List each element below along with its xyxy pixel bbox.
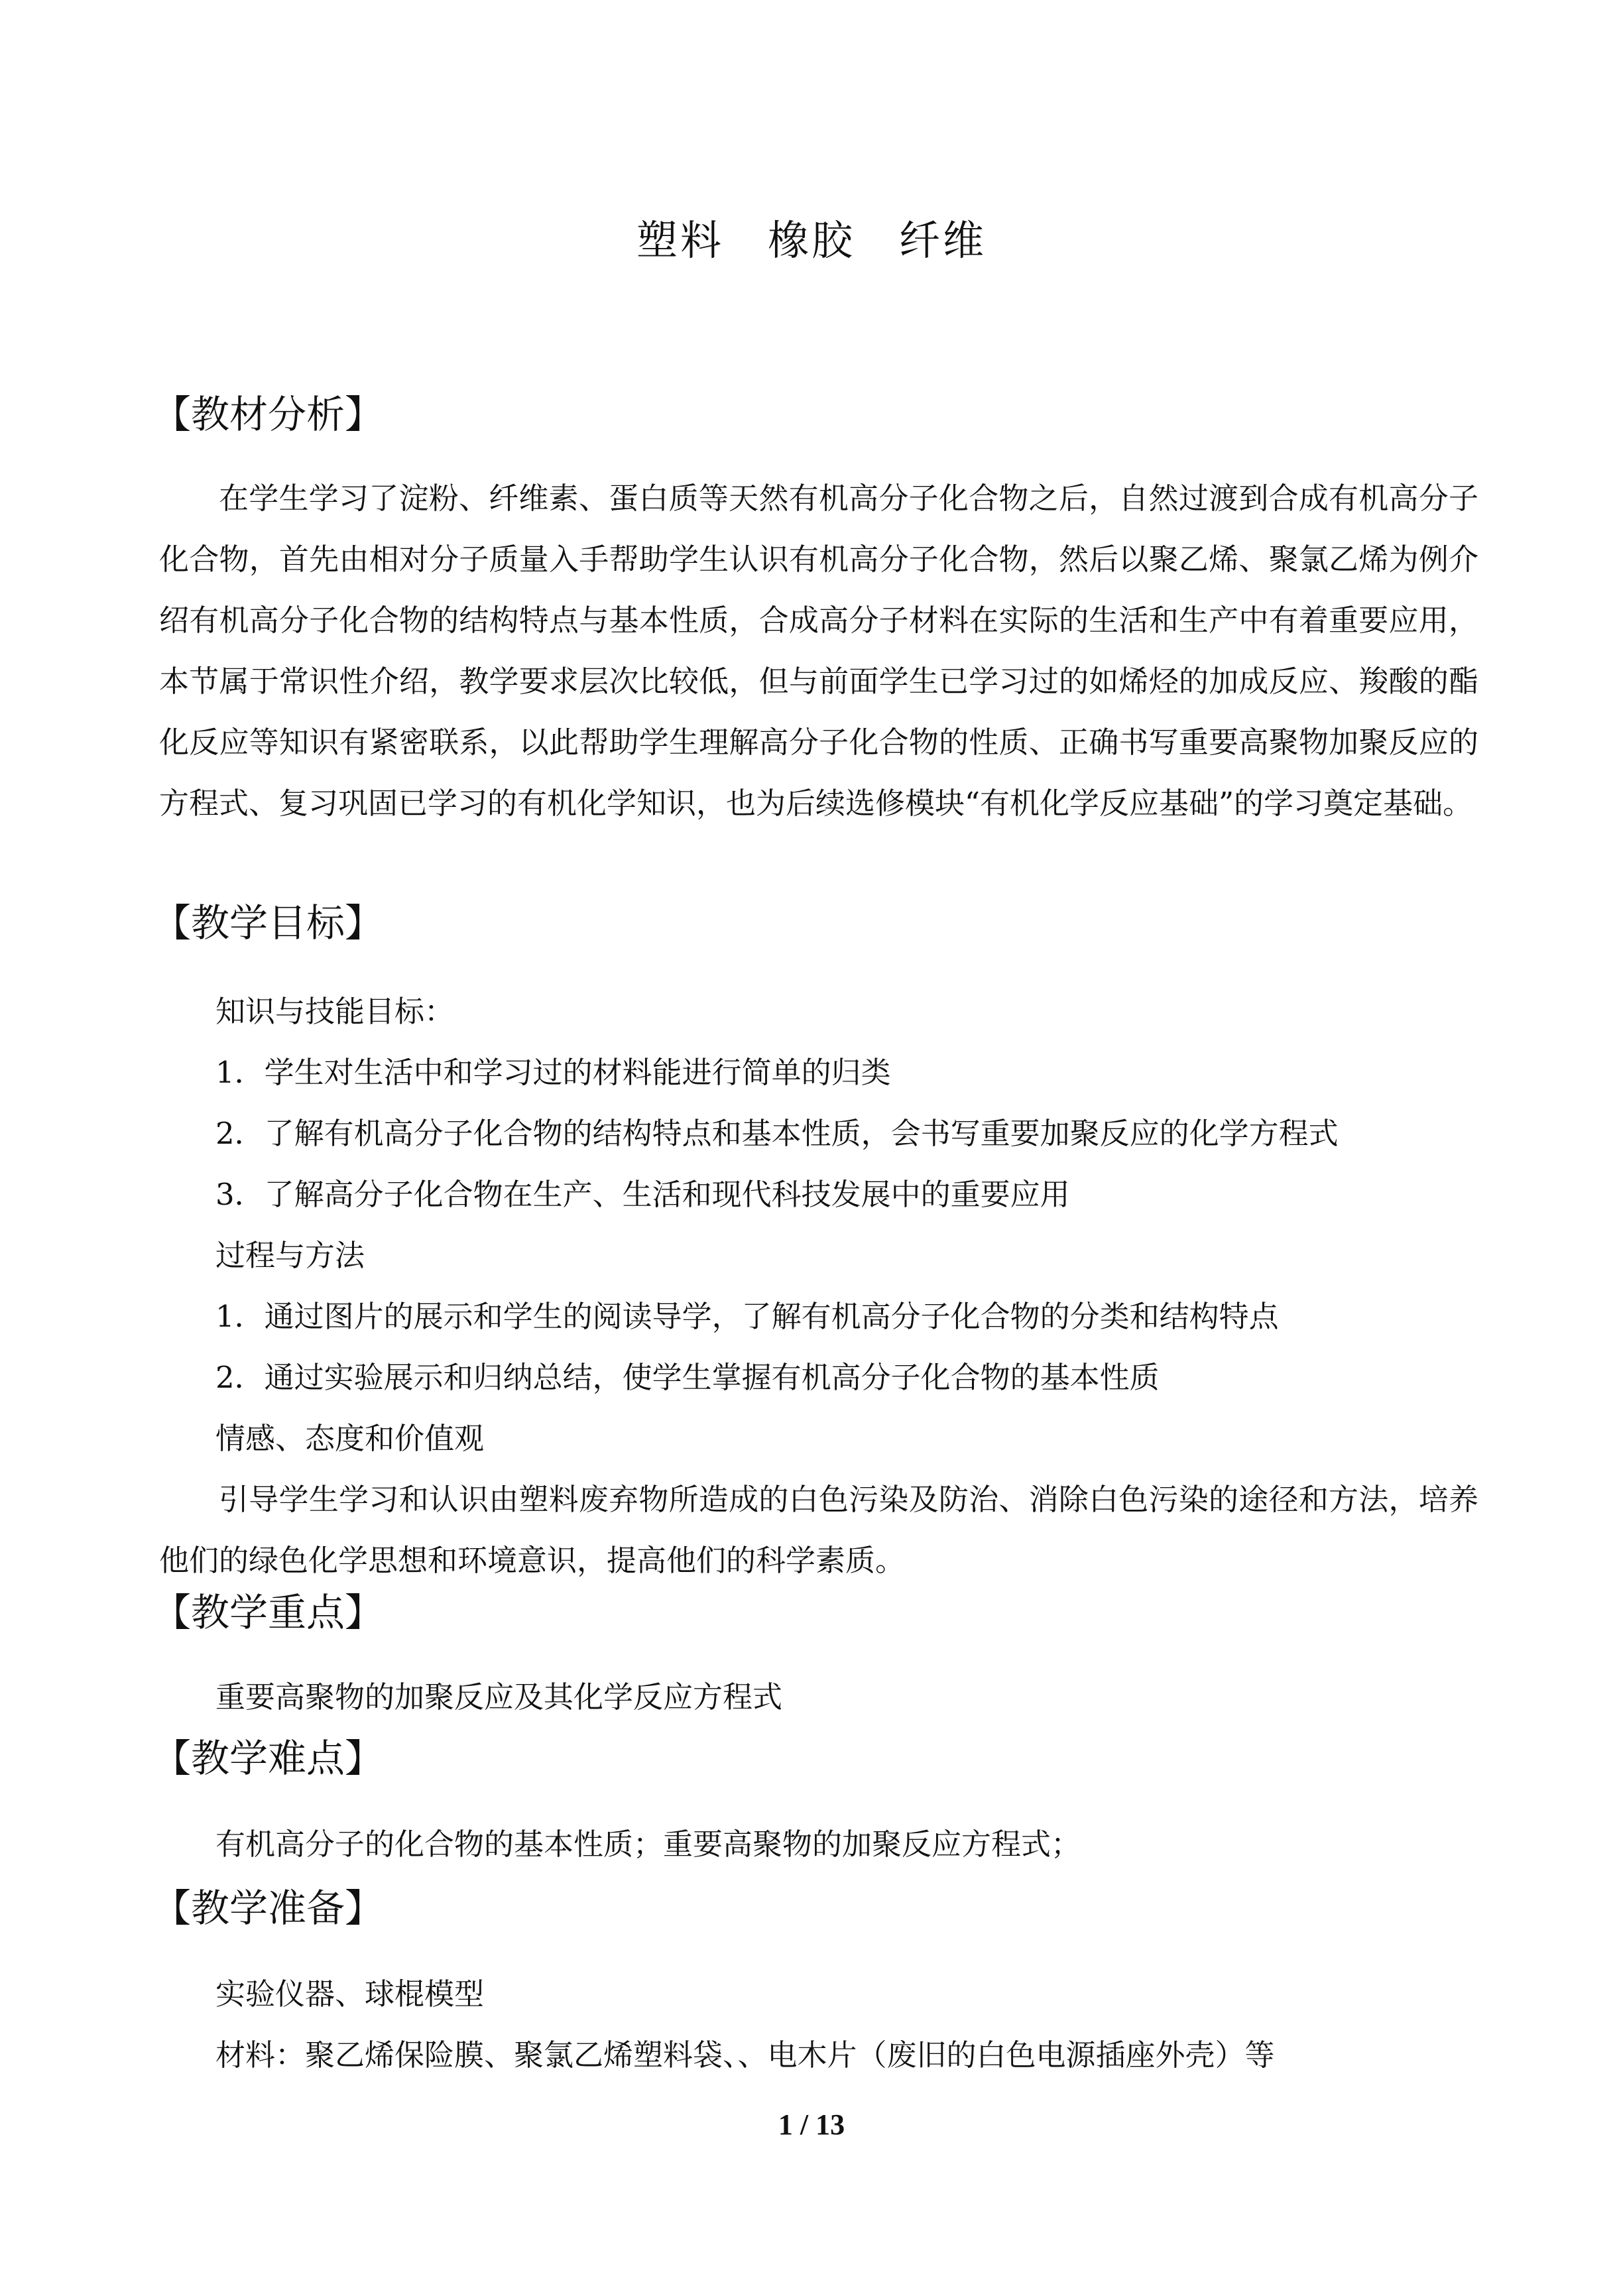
objectives-closing-paragraph: 引导学生学习和认识由塑料废弃物所造成的白色污染及防治、消除白色污染的途径和方法，培养他们的绿色化学思想和环境意识，提高他们的科学素质。 [159, 1482, 1478, 1578]
objective-line: 情感、态度和价值观 [215, 1421, 485, 1456]
page-number: 1 / 13 [778, 2108, 845, 2141]
objective-line: 2．了解有机高分子化合物的结构特点和基本性质，会书写重要加聚反应的化学方程式 [215, 1116, 1339, 1151]
heading-key-points: 【教学重点】 [152, 1590, 384, 1635]
objective-line: 过程与方法 [215, 1238, 365, 1273]
key-points-text: 重要高聚物的加聚反应及其化学反应方程式 [215, 1679, 783, 1715]
heading-preparation: 【教学准备】 [152, 1886, 384, 1931]
heading-analysis: 【教材分析】 [152, 392, 384, 437]
document-title: 塑料 橡胶 纤维 [636, 216, 987, 265]
objective-line: 知识与技能目标： [215, 994, 455, 1029]
heading-objectives: 【教学目标】 [152, 900, 384, 945]
objective-line: 1．学生对生活中和学习过的材料能进行简单的归类 [215, 1055, 891, 1090]
heading-difficulties: 【教学难点】 [152, 1736, 384, 1781]
difficulties-text: 有机高分子的化合物的基本性质；重要高聚物的加聚反应方程式； [215, 1827, 1081, 1862]
objective-line: 2．通过实验展示和归纳总结，使学生掌握有机高分子化合物的基本性质 [215, 1360, 1160, 1395]
preparation-line: 实验仪器、球棍模型 [215, 1976, 485, 2012]
objective-line: 3．了解高分子化合物在生产、生活和现代科技发展中的重要应用 [215, 1177, 1070, 1212]
analysis-paragraph: 在学生学习了淀粉、纤维素、蛋白质等天然有机高分子化合物之后，自然过渡到合成有机高分子化合物，首先由相对分子质量入手帮助学生认识有机高分子化合物，然后以聚乙烯、聚氯乙烯为例介绍有机高分子化合物的结构特点与基本性质，合成高分子材料在实际的生活和生产中有着重要应用，本节属于常识性介绍，教学要求层次比较低，但与前面学生已学习过的如烯烃的加成反应、羧酸的酯化反应等知识有紧密联系，以此帮助学生理解高分子化合物的性质、正确书写重要高聚物加聚反应的方程式、复习巩固已学习的有机化学知识，也为后续选修模块“有机化学反应基础”的学习奠定基础。 [159, 481, 1478, 821]
preparation-line: 材料：聚乙烯保险膜、聚氯乙烯塑料袋、、电木片（废旧的白色电源插座外壳）等 [215, 2037, 1275, 2073]
objective-line: 1．通过图片的展示和学生的阅读导学，了解有机高分子化合物的分类和结构特点 [215, 1299, 1279, 1334]
